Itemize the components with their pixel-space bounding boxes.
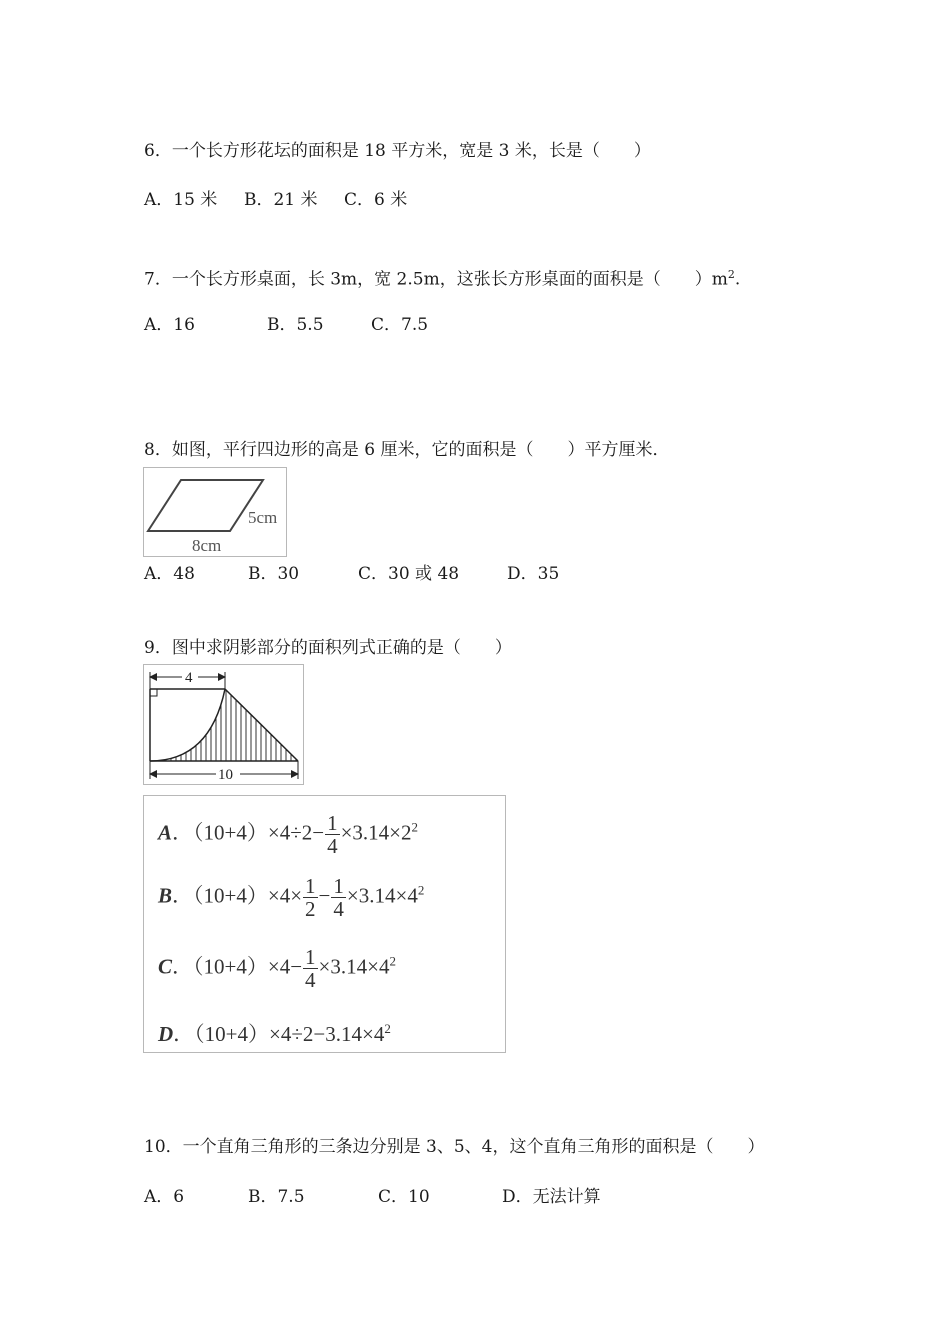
q8-stem: 8．如图，平行四边形的高是 6 厘米，它的面积是（ ）平方厘米．: [144, 440, 670, 460]
q9-formula-d: [158, 1018, 391, 1048]
parallelogram-base-label: 8cm: [192, 536, 222, 555]
q9-formula-c: [158, 946, 396, 991]
formula-b-denominator-1: 2: [305, 897, 316, 921]
formula-a-fraction: [325, 812, 340, 857]
parallelogram-side-label: 5cm: [248, 508, 278, 527]
formula-b-exponent: 2: [417, 882, 425, 898]
q7-stem: [144, 265, 740, 290]
q9-formula-b: [158, 875, 424, 920]
formula-a-numerator: 1: [327, 811, 338, 835]
q6-option-c: C．6 米: [344, 190, 408, 210]
q8-option-b: B．30: [248, 564, 300, 584]
q9-formula-options-image: [143, 795, 506, 1053]
parallelogram-diagram: [144, 468, 286, 556]
q7-stem-end: .: [734, 269, 741, 290]
q6-stem: 6．一个长方形花坛的面积是 18 平方米，宽是 3 米，长是（ ）: [144, 141, 651, 161]
formula-c-label: C: [158, 954, 173, 979]
formula-b-fraction-1: [303, 875, 318, 920]
q7-option-b: B．5.5: [267, 315, 324, 335]
q10-option-b: B．7.5: [248, 1187, 305, 1207]
formula-b-numerator-1: 1: [305, 874, 316, 898]
q10-option-d: D．无法计算: [502, 1187, 601, 1207]
formula-a-pre: ．（10+4）×4÷2−: [172, 820, 325, 845]
formula-c-post: ×3.14×4: [318, 954, 390, 979]
formula-d-exponent: 2: [384, 1021, 391, 1036]
formula-b-label: B: [158, 883, 173, 908]
q10-stem: 10．一个直角三角形的三条边分别是 3、5、4，这个直角三角形的面积是（ ）: [144, 1137, 765, 1157]
formula-c-fraction: [303, 946, 318, 991]
q9-formula-a: [158, 812, 418, 857]
formula-a-post: ×3.14×2: [340, 820, 412, 845]
trapezoid-bottom-label: 10: [218, 767, 233, 783]
formula-b-fraction-2: [331, 875, 346, 920]
formula-c-numerator: 1: [305, 945, 316, 969]
q8-option-c: C．30 或 48: [358, 564, 460, 584]
formula-a-exponent: 2: [411, 819, 419, 835]
q7-option-a: A．16: [144, 315, 195, 335]
formula-b-mid: −: [318, 883, 331, 908]
trapezoid-diagram: [144, 665, 303, 784]
shaded-trapezoid-figure: [143, 664, 304, 785]
formula-d-label: D: [158, 1022, 174, 1046]
formula-b-post: ×3.14×4: [346, 883, 418, 908]
formula-a-denominator: 4: [327, 834, 338, 858]
q6-option-b: B．21 米: [244, 190, 318, 210]
q8-option-d: D．35: [507, 564, 560, 584]
q7-stem-superscript: 2: [727, 268, 735, 281]
formula-a-label: A: [158, 820, 173, 845]
q10-option-c: C．10: [378, 1187, 430, 1207]
q8-option-a: A．48: [144, 564, 195, 584]
q6-option-a: A．15 米: [144, 190, 218, 210]
formula-b-pre: ．（10+4）×4×: [172, 883, 303, 908]
q7-option-c: C．7.5: [371, 315, 429, 335]
formula-b-numerator-2: 1: [333, 874, 344, 898]
trapezoid-top-label: 4: [185, 670, 193, 686]
formula-c-exponent: 2: [389, 953, 396, 969]
q10-option-a: A．6: [144, 1187, 185, 1207]
q7-stem-text: 7．一个长方形桌面，长 3m，宽 2.5m，这张长方形桌面的面积是（ ）m: [144, 269, 728, 290]
q9-stem: 9．图中求阴影部分的面积列式正确的是（ ）: [144, 638, 512, 658]
formula-c-denominator: 4: [305, 968, 316, 992]
formula-d-pre: ．（10+4）×4÷2−3.14×4: [173, 1022, 385, 1046]
formula-c-pre: ．（10+4）×4−: [172, 954, 303, 979]
parallelogram-figure: [143, 467, 287, 557]
formula-b-denominator-2: 4: [333, 897, 344, 921]
